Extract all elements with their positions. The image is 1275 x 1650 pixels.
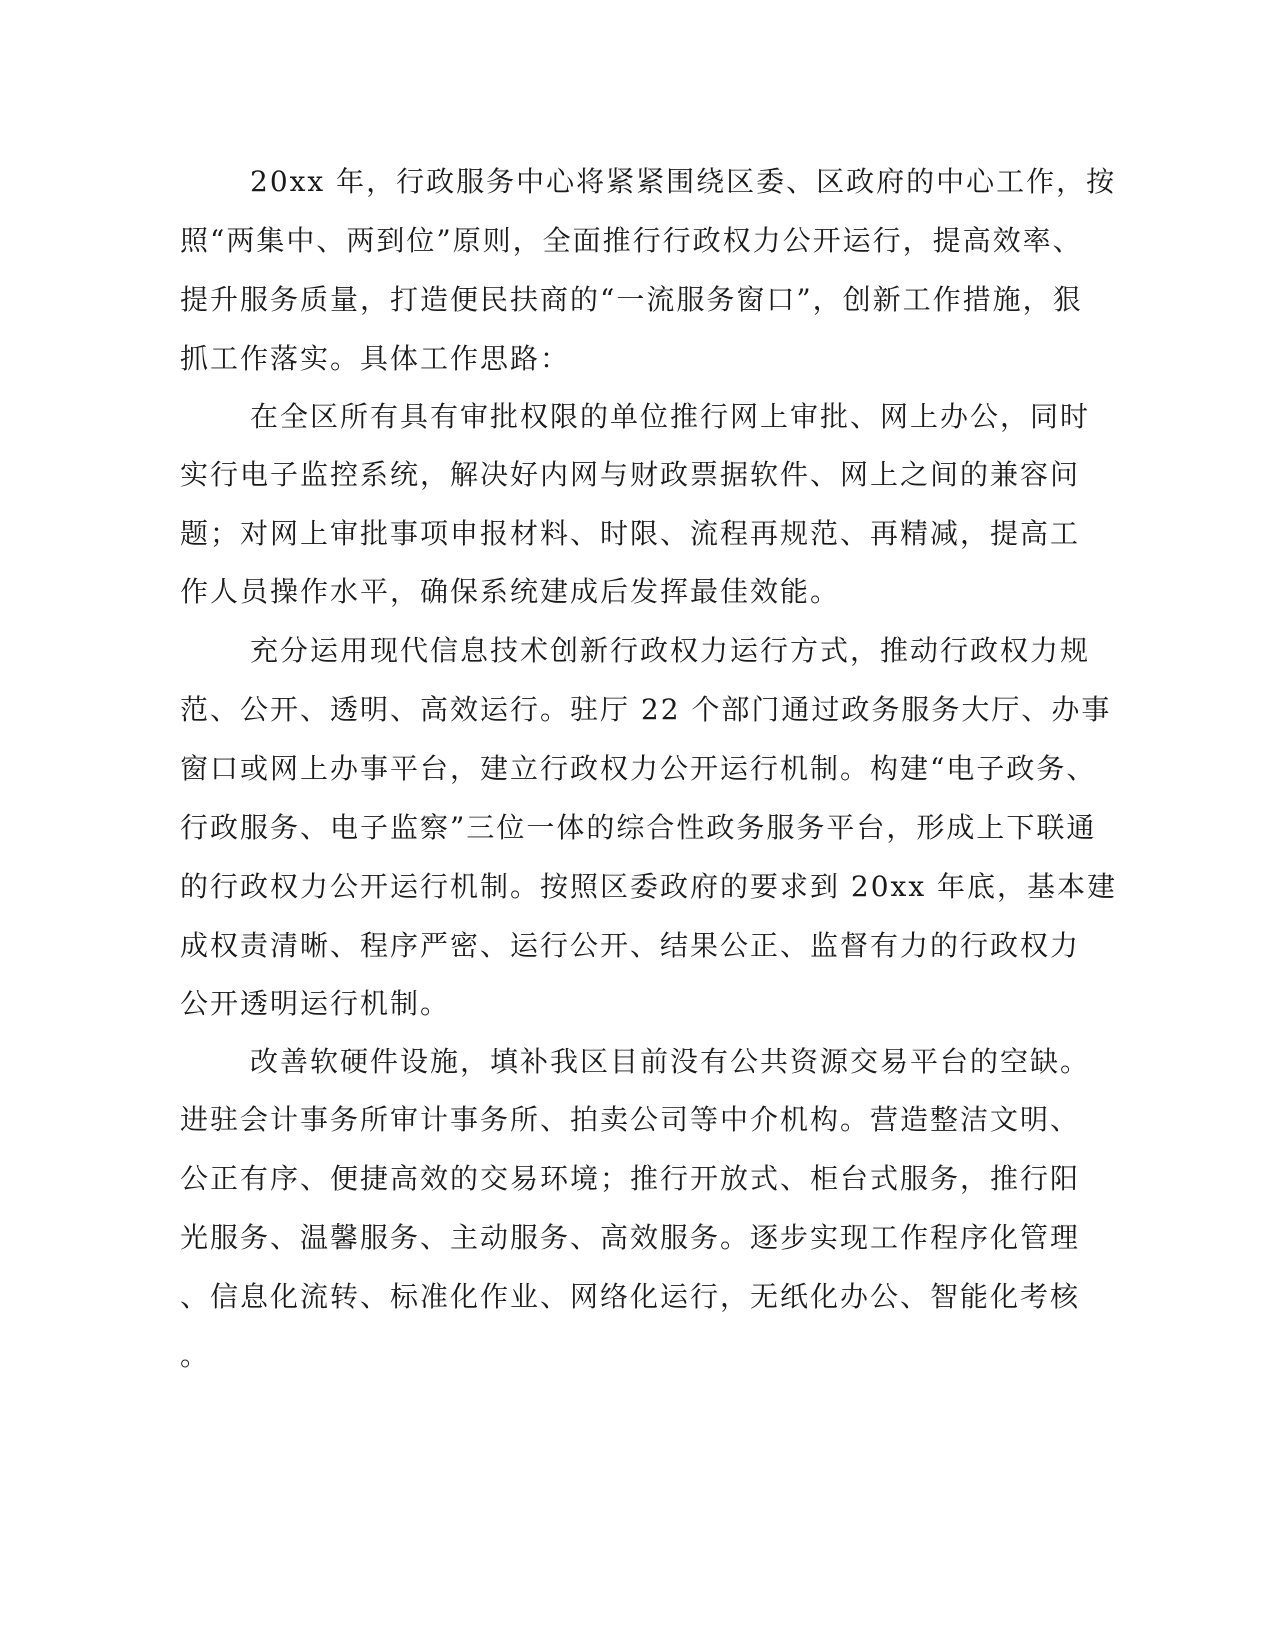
paragraph-1-line-1: 20xx 年，行政服务中心将紧紧围绕区委、区政府的中心工作，按 [250, 165, 1117, 198]
paragraph-2-line-4: 作人员操作水平，确保系统建成后发挥最佳效能。 [180, 575, 841, 608]
paragraph-3-line-4: 行政服务、电子监察”三位一体的综合性政务服务平台，形成上下联通 [180, 811, 1097, 844]
paragraph-3-line-6: 成权责清晰、程序严密、运行公开、结果公正、监督有力的行政权力 [180, 929, 1081, 962]
paragraph-2-line-3: 题；对网上审批事项申报材料、时限、流程再规范、再精减，提高工 [180, 517, 1081, 550]
paragraph-1-line-4: 抓工作落实。具体工作思路： [180, 342, 571, 375]
paragraph-4-line-4: 光服务、温馨服务、主动服务、高效服务。逐步实现工作程序化管理 [180, 1221, 1081, 1254]
paragraph-2-line-2: 实行电子监控系统，解决好内网与财政票据软件、网上之间的兼容问 [180, 458, 1081, 491]
paragraph-3-line-1: 充分运用现代信息技术创新行政权力运行方式，推动行政权力规 [250, 634, 1091, 667]
paragraph-4-line-3: 公正有序、便捷高效的交易环境；推行开放式、柜台式服务，推行阳 [180, 1162, 1081, 1195]
paragraph-1-line-2: 照“两集中、两到位”原则，全面推行行政权力公开运行，提高效率、 [180, 224, 1083, 257]
paragraph-4-line-1: 改善软硬件设施，填补我区目前没有公共资源交易平台的空缺。 [250, 1045, 1091, 1078]
paragraph-3-line-3: 窗口或网上办事平台，建立行政权力公开运行机制。构建“电子政务、 [180, 752, 1097, 785]
paragraph-3-line-5: 的行政权力公开运行机制。按照区委政府的要求到 20xx 年底，基本建 [180, 870, 1118, 903]
paragraph-3-line-7: 公开透明运行机制。 [180, 987, 451, 1020]
paragraph-1-line-3: 提升服务质量，打造便民扶商的“一流服务窗口”，创新工作措施，狠 [180, 283, 1083, 316]
paragraph-4-line-2: 进驻会计事务所审计事务所、拍卖公司等中介机构。营造整洁文明、 [180, 1103, 1081, 1136]
paragraph-3-line-2: 范、公开、透明、高效运行。驻厅 22 个部门通过政务服务大厅、办事 [180, 693, 1112, 726]
paragraph-4-line-6: 。 [180, 1339, 211, 1372]
paragraph-2-line-1: 在全区所有具有审批权限的单位推行网上审批、网上办公，同时 [250, 400, 1091, 433]
paragraph-4-line-5: 、信息化流转、标准化作业、网络化运行，无纸化办公、智能化考核 [180, 1280, 1081, 1313]
